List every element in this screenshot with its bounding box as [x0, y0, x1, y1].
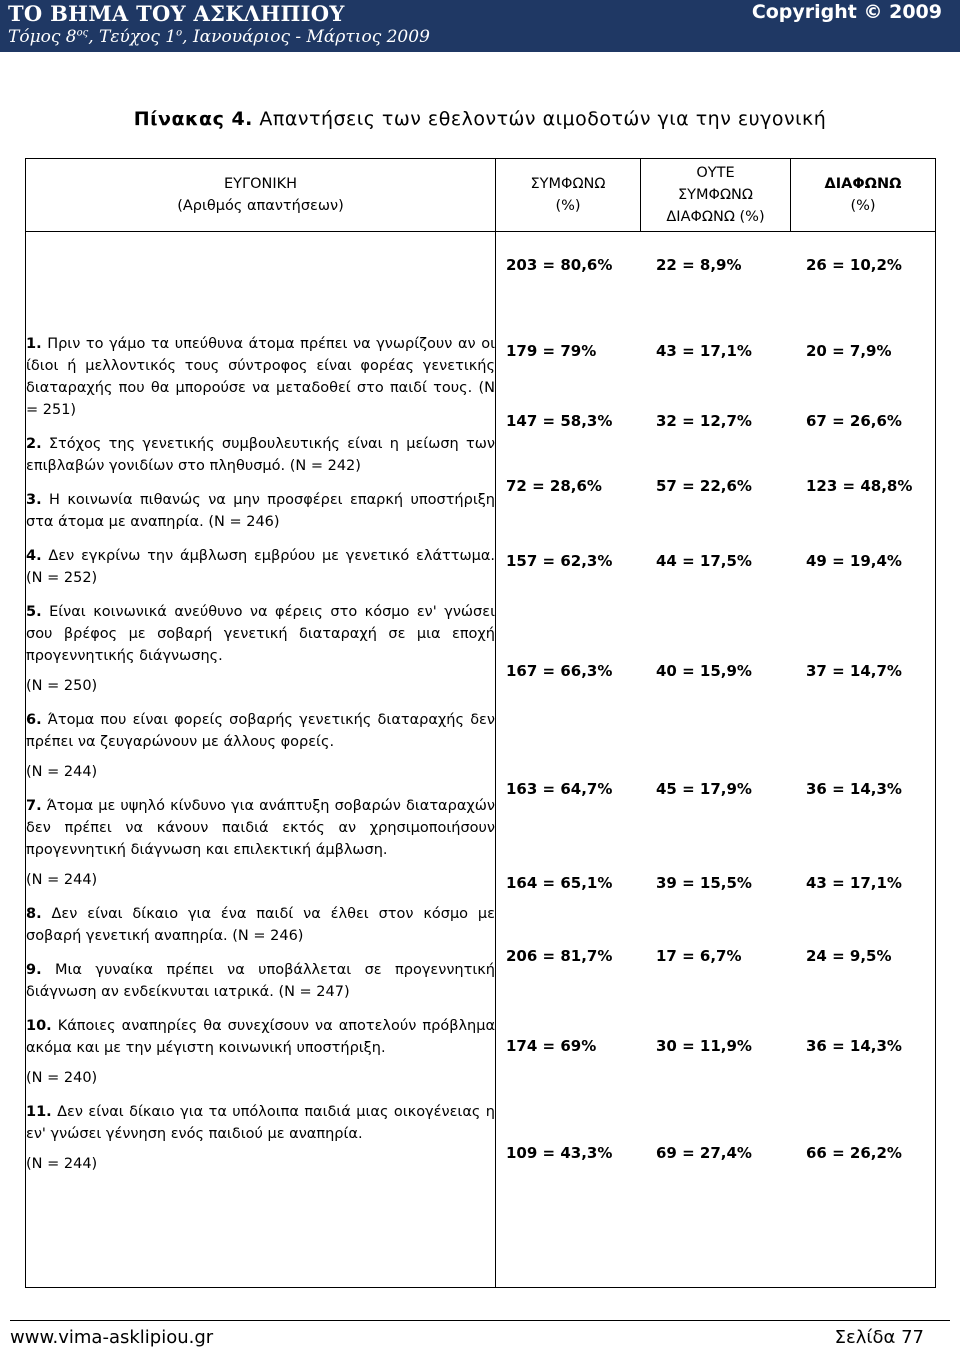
question-item [26, 959, 495, 1003]
agree-value: 163 = 64,7% [506, 780, 613, 798]
question-item [26, 1015, 495, 1089]
neutral-value: 44 = 17,5% [656, 552, 752, 570]
question-text: Δεν είναι δίκαιο για τα υπόλοιπα παιδιά μιας οικογένειας η εν' γνώσει γέννηση ενός παιδιού με αναπηρία. [26, 1103, 495, 1142]
values-column [496, 232, 936, 1288]
question-sample-size: (N = 244) [26, 1155, 98, 1172]
agree-value: 72 = 28,6% [506, 477, 602, 495]
question-text: Είναι κοινωνικά ανεύθυνο να φέρεις στο κόσμο εν' γνώσει σου βρέφος με σοβαρή γενετική διαταραχή σε μια εποχή προγεννητικής διάγνωσης. [26, 603, 495, 664]
neutral-value: 30 = 11,9% [656, 1037, 752, 1055]
table-body-row [26, 232, 936, 1288]
page-footer [10, 1320, 950, 1351]
question-text: Μια γυναίκα πρέπει να υποβάλλεται σε προγεννητική διάγνωση αν ενδείκνυται ιατρικά. [26, 961, 495, 1000]
question-sample-size: (N = 250) [26, 677, 98, 694]
question-number: 11. [26, 1103, 52, 1120]
journal-title: ΤΟ ΒΗΜΑ ΤΟΥ ΑΣΚΛΗΠΙΟΥ [8, 1, 345, 26]
question-text: Δεν είναι δίκαιο για ένα παιδί να έλθει στον κόσμο με σοβαρή γενετική αναπηρία. [26, 905, 495, 944]
question-text: Άτομα που είναι φορείς σοβαρής γενετικής διαταραχής δεν πρέπει να ζευγαρώνουν με άλλους φορείς. [26, 711, 495, 750]
question-sample-size: (N = 244) [26, 871, 98, 888]
question-sample-size: (N = 251) [26, 379, 495, 418]
agree-value: 157 = 62,3% [506, 552, 613, 570]
neutral-value: 40 = 15,9% [656, 662, 752, 680]
footer-page-number: Σελίδα 77 [834, 1327, 924, 1348]
agree-value: 203 = 80,6% [506, 256, 613, 274]
question-item [26, 1101, 495, 1175]
disagree-value: 66 = 26,2% [806, 1144, 902, 1162]
neutral-value: 43 = 17,1% [656, 342, 752, 360]
question-sample-size: (N = 246) [208, 513, 280, 530]
question-number: 10. [26, 1017, 52, 1034]
neutral-value: 57 = 22,6% [656, 477, 752, 495]
question-number: 2. [26, 435, 42, 452]
neutral-value: 22 = 8,9% [656, 256, 742, 274]
disagree-value: 49 = 19,4% [806, 552, 902, 570]
question-sample-size: (N = 246) [232, 927, 304, 944]
table-header-row [26, 159, 936, 232]
question-number: 8. [26, 905, 42, 922]
disagree-value: 123 = 48,8% [806, 477, 913, 495]
column-header-disagree: ΔΙΑΦΩΝΩ (%) [791, 159, 936, 232]
question-item [26, 795, 495, 891]
question-number: 5. [26, 603, 42, 620]
agree-value: 164 = 65,1% [506, 874, 613, 892]
agree-value: 174 = 69% [506, 1037, 597, 1055]
disagree-value: 20 = 7,9% [806, 342, 892, 360]
question-item [26, 601, 495, 697]
question-sample-size: (N = 242) [289, 457, 361, 474]
question-sample-size: (N = 252) [26, 569, 98, 586]
disagree-value: 24 = 9,5% [806, 947, 892, 965]
question-number: 1. [26, 335, 42, 352]
question-sample-size: (N = 244) [26, 763, 98, 780]
agree-value: 147 = 58,3% [506, 412, 613, 430]
issue-info: Τόμος $8^{o\varsigma}$, Τεύχος $1^o$, Ιανουάριος - Μάρτιος 2009 [8, 27, 430, 47]
column-header-agree: ΣΥΜΦΩΝΩ (%) [496, 159, 641, 232]
disagree-value: 36 = 14,3% [806, 780, 902, 798]
question-item [26, 333, 495, 421]
question-item [26, 709, 495, 783]
question-number: 6. [26, 711, 42, 728]
disagree-value: 37 = 14,7% [806, 662, 902, 680]
questions-column [26, 232, 496, 1288]
eugenics-results-table [25, 158, 936, 1288]
disagree-value: 36 = 14,3% [806, 1037, 902, 1055]
question-number: 7. [26, 797, 42, 814]
neutral-value: 45 = 17,9% [656, 780, 752, 798]
journal-header [0, 0, 960, 52]
question-item [26, 489, 495, 533]
question-sample-size: (N = 240) [26, 1069, 98, 1086]
agree-value: 109 = 43,3% [506, 1144, 613, 1162]
disagree-value: 43 = 17,1% [806, 874, 902, 892]
question-text: Στόχος της γενετικής συμβουλευτικής είναι η μείωση των επιβλαβών γονιδίων στο πληθυσμό. [26, 435, 495, 474]
question-number: 9. [26, 961, 42, 978]
agree-value: 206 = 81,7% [506, 947, 613, 965]
question-number: 3. [26, 491, 42, 508]
column-header-question: ΕΥΓΟΝΙΚΗ (Αριθμός απαντήσεων) [26, 159, 496, 232]
disagree-value: 26 = 10,2% [806, 256, 902, 274]
table-caption [0, 108, 960, 130]
neutral-value: 39 = 15,5% [656, 874, 752, 892]
column-header-neutral: ΟΥΤΕ ΣΥΜΦΩΝΩ ΔΙΑΦΩΝΩ (%) [641, 159, 791, 232]
table-label: Πίνακας 4. [133, 108, 253, 130]
question-text: Δεν εγκρίνω την άμβλωση εμβρύου με γενετικό ελάττωμα. [41, 547, 495, 564]
question-sample-size: (N = 247) [278, 983, 350, 1000]
question-item [26, 903, 495, 947]
disagree-value: 67 = 26,6% [806, 412, 902, 430]
question-text: Άτομα με υψηλό κίνδυνο για ανάπτυξη σοβαρών διαταραχών δεν πρέπει να κάνουν παιδιά εκτός αν χρησιμοποιήσουν προγεννητική διάγνωση και επιλεκτική άμβλωση. [26, 797, 495, 858]
neutral-value: 17 = 6,7% [656, 947, 742, 965]
table-caption-text: Απαντήσεις των εθελοντών αιμοδοτών για την ευγονική [252, 108, 827, 130]
neutral-value: 69 = 27,4% [656, 1144, 752, 1162]
footer-url[interactable]: www.vima-asklipiou.gr [10, 1327, 214, 1348]
agree-value: 167 = 66,3% [506, 662, 613, 680]
question-text: Η κοινωνία πιθανώς να μην προσφέρει επαρκή υποστήριξη στα άτομα με αναπηρία. [26, 491, 495, 530]
question-text: Κάποιες αναπηρίες θα συνεχίσουν να αποτελούν πρόβλημα ακόμα και με την μέγιστη κοινωνική υποστήριξη. [26, 1017, 495, 1056]
question-item [26, 545, 495, 589]
neutral-value: 32 = 12,7% [656, 412, 752, 430]
question-item [26, 433, 495, 477]
agree-value: 179 = 79% [506, 342, 597, 360]
copyright-notice: Copyright © 2009 [751, 1, 942, 23]
question-text: Πριν το γάμο τα υπεύθυνα άτομα πρέπει να γνωρίζουν αν οι ίδιοι ή μελλοντικός τους σύντροφος είναι φορέας γενετικής διαταραχής που θα μπορούσε να μεταδοθεί στο παιδί τους. [26, 335, 495, 396]
question-number: 4. [26, 547, 42, 564]
